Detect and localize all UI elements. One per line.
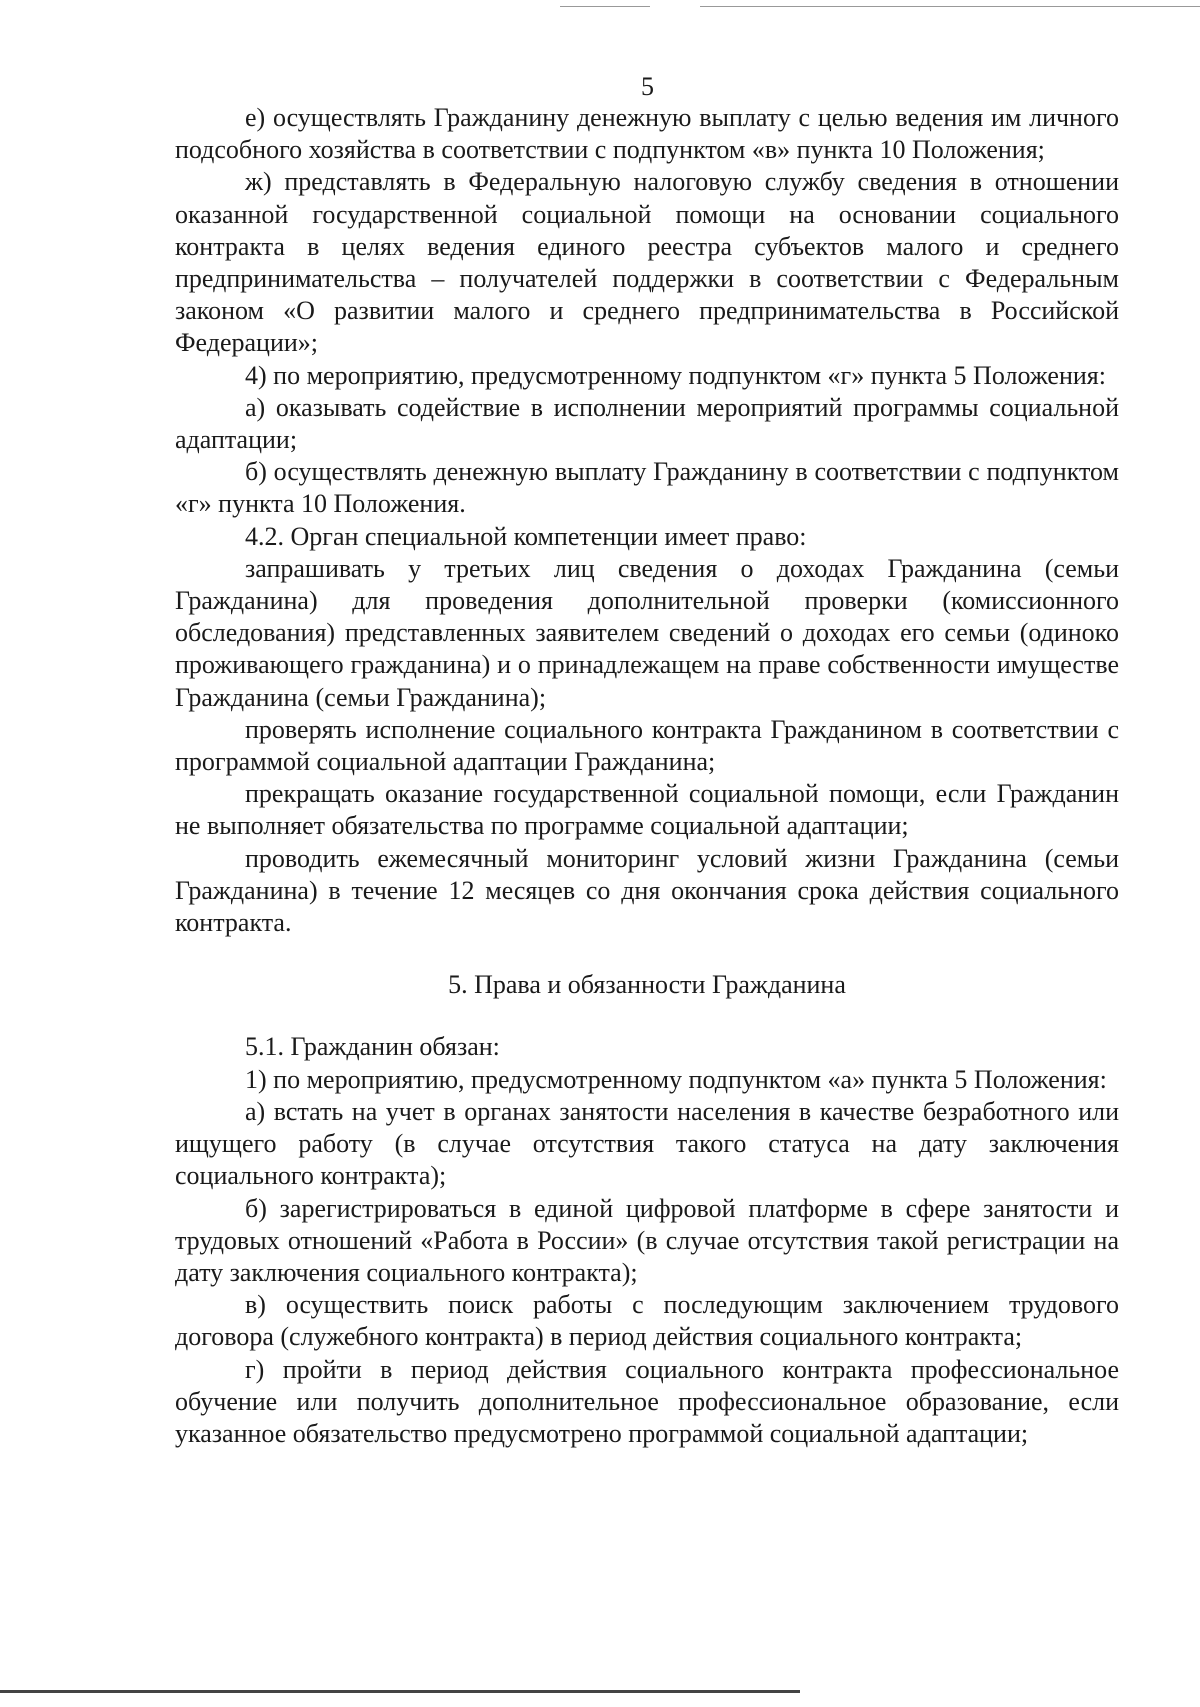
paragraph: ж) представлять в Федеральную налоговую службу сведения в отношении оказанной государственной социальной помощи на основании социального контракта в целях ведения единого реестра субъектов малого и среднего предпринимательства – получателей поддержки в соответствии с Федеральным законом «О развитии малого и среднего предпринимательства в Российской Федерации»;: [175, 167, 1119, 358]
scan-artifact-line: [560, 6, 650, 7]
document-body: [175, 102, 1119, 1450]
scan-artifact-line: [0, 1690, 800, 1693]
paragraph: прекращать оказание государственной социальной помощи, если Гражданин не выполняет обязательства по программе социальной адаптации;: [175, 779, 1119, 841]
section-heading: 5. Права и обязанности Гражданина: [448, 970, 846, 1000]
paragraph: г) пройти в период действия социального контракта профессиональное обучение или получить дополнительное профессиональное образование, если указанное обязательство предусмотрено программой социальной адаптации;: [175, 1354, 1119, 1448]
paragraph: проводить ежемесячный мониторинг условий жизни Гражданина (семьи Гражданина) в течение 12 месяцев со дня окончания срока действия социального контракта.: [175, 843, 1119, 938]
paragraph: 4) по мероприятию, предусмотренному подпунктом «г» пункта 5 Положения:: [245, 360, 1106, 390]
paragraph: а) встать на учет в органах занятости населения в качестве безработного или ищущего работу (в случае отсутствия такого статуса на дату заключения социального контракта);: [175, 1096, 1119, 1191]
paragraph: е) осуществлять Гражданину денежную выплату с целью ведения им личного подсобного хозяйства в соответствии с подпунктом «в» пункта 10 Положения;: [175, 103, 1119, 165]
paragraph: б) зарегистрироваться в единой цифровой платформе в сфере занятости и трудовых отношений «Работа в России» (в случае отсутствия такой регистрации на дату заключения социального контракта);: [175, 1193, 1119, 1287]
paragraph: запрашивать у третьих лиц сведения о доходах Гражданина (семьи Гражданина) для проведения дополнительной проверки (комиссионного обследования) представленных заявителем сведений о доходах его семьи (одиноко проживающего гражданина) и о принадлежащем на праве собственности имуществе Гражданина (семьи Гражданина);: [175, 553, 1119, 712]
paragraph: 1) по мероприятию, предусмотренному подпунктом «а» пункта 5 Положения:: [245, 1064, 1107, 1094]
page-number: 5: [641, 72, 654, 101]
paragraph: 4.2. Орган специальной компетенции имеет право:: [245, 521, 807, 551]
paragraph: проверять исполнение социального контракта Гражданином в соответствии с программой социальной адаптации Гражданина;: [175, 714, 1119, 777]
paragraph: в) осуществить поиск работы с последующим заключением трудового договора (служебного контракта) в период действия социального контракта;: [175, 1290, 1119, 1352]
scan-artifact-line: [700, 6, 1200, 7]
paragraph: 5.1. Гражданин обязан:: [245, 1032, 500, 1062]
paragraph: а) оказывать содействие в исполнении мероприятий программы социальной адаптации;: [175, 392, 1119, 455]
paragraph: б) осуществлять денежную выплату Гражданину в соответствии с подпунктом «г» пункта 10 Положения.: [175, 457, 1119, 519]
